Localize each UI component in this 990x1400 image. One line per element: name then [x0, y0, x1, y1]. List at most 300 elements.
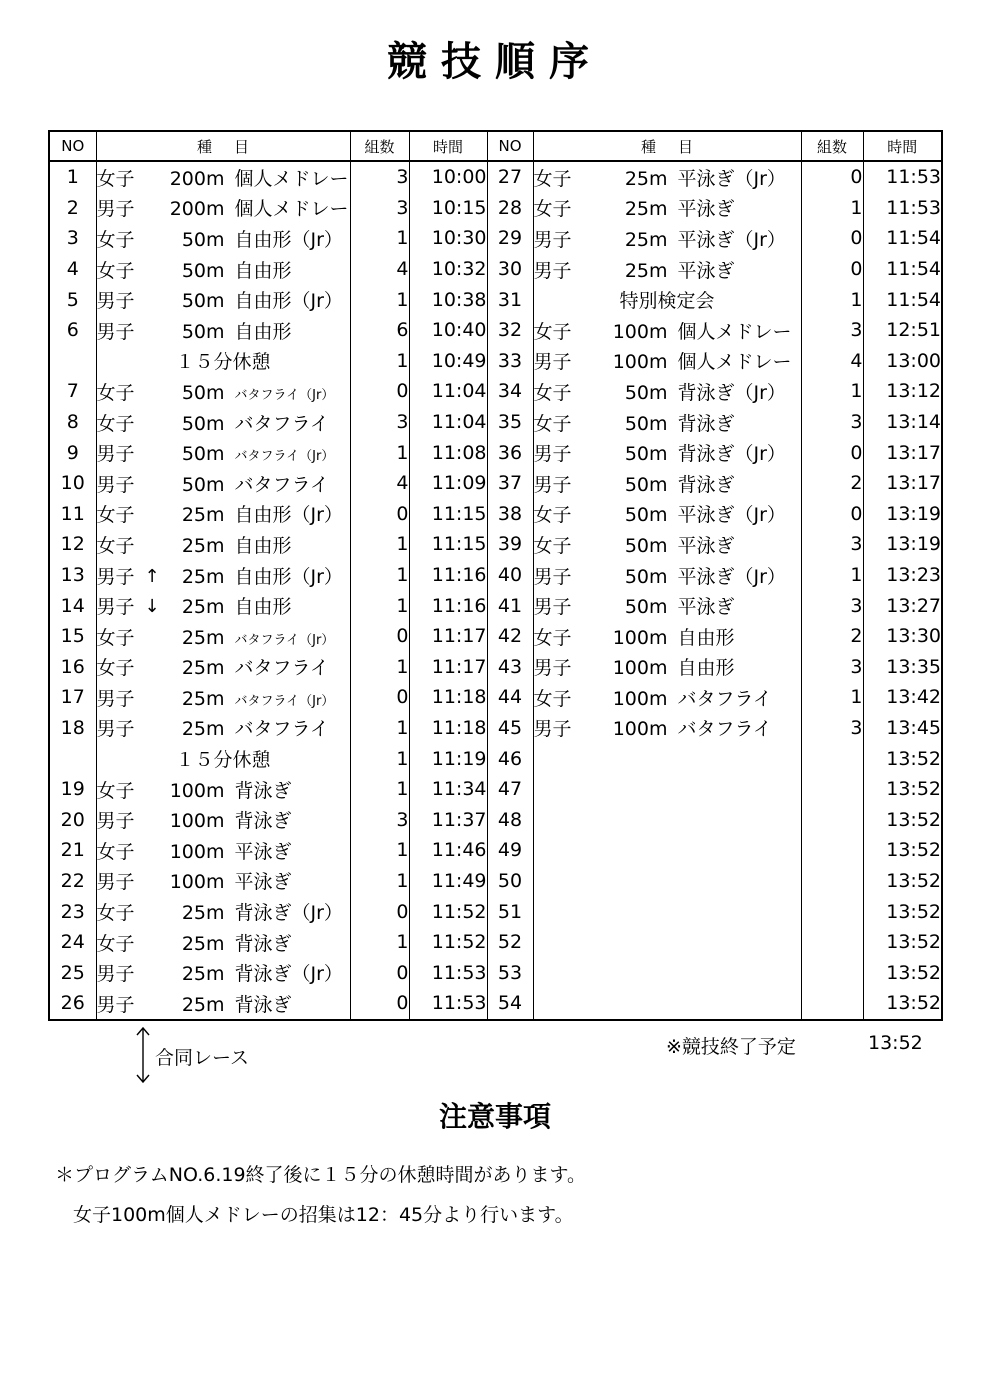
event-stroke: 背泳ぎ: [234, 932, 292, 955]
event-name: [533, 590, 801, 621]
schedule-table: [48, 130, 943, 1021]
event-name: [533, 988, 801, 1020]
event-stroke: 自由形: [234, 320, 292, 343]
start-time: 13:14: [863, 407, 942, 438]
event-gender: 女子: [96, 626, 135, 649]
event-stroke: バタフライ: [677, 718, 772, 741]
heat-count: [801, 774, 863, 805]
heat-count: 1: [801, 560, 863, 591]
event-distance: 50m: [624, 381, 668, 404]
event-name: [96, 774, 350, 805]
event-name: [533, 743, 801, 774]
event-stroke: 平泳ぎ（Jr）: [677, 228, 786, 251]
event-gender: 男子: [96, 473, 135, 496]
event-no: 28: [487, 193, 533, 224]
heat-count: 1: [350, 590, 409, 621]
event-distance: 50m: [181, 412, 225, 435]
start-time: 10:38: [409, 284, 487, 315]
event-gender: 女子: [533, 534, 572, 557]
event-no: 19: [49, 774, 96, 805]
event-distance: 25m: [181, 534, 225, 557]
event-gender: 女子: [96, 381, 135, 404]
event-stroke: 背泳ぎ: [234, 810, 292, 833]
start-time: 13:19: [863, 529, 942, 560]
table-row: [49, 866, 942, 897]
start-time: 11:52: [409, 896, 487, 927]
event-stroke: 自由形: [677, 657, 735, 680]
event-name: [96, 468, 350, 499]
event-no: 22: [49, 866, 96, 897]
event-stroke: 個人メドレー: [234, 167, 349, 190]
event-no: 54: [487, 988, 533, 1020]
event-distance: 25m: [624, 167, 668, 190]
event-gender: 女子: [96, 534, 135, 557]
event-gender: 男子: [96, 687, 135, 710]
event-stroke: バタフライ（Jr）: [234, 693, 335, 709]
start-time: 13:52: [863, 957, 942, 988]
event-distance: 25m: [624, 228, 668, 251]
event-label: 特別検定会: [619, 290, 715, 313]
start-time: 10:15: [409, 193, 487, 224]
event-stroke: 平泳ぎ: [677, 534, 735, 557]
heat-count: 0: [801, 254, 863, 285]
joint-race-label: 合同レース: [155, 1047, 250, 1069]
event-no: 6: [49, 315, 96, 346]
event-no: 11: [49, 499, 96, 530]
event-no: 4: [49, 254, 96, 285]
heat-count: 1: [350, 346, 409, 377]
event-gender: 男子: [96, 963, 135, 986]
event-no: 53: [487, 957, 533, 988]
event-stroke: バタフライ: [234, 718, 329, 741]
event-gender: 女子: [96, 167, 135, 190]
heat-count: 3: [350, 804, 409, 835]
event-no: 40: [487, 560, 533, 591]
table-row: [49, 804, 942, 835]
event-stroke: 個人メドレー: [677, 320, 792, 343]
event-name: [533, 193, 801, 224]
event-name: [533, 804, 801, 835]
start-time: 10:00: [409, 161, 487, 193]
event-stroke: 個人メドレー: [677, 351, 792, 374]
event-name: [533, 161, 801, 193]
event-no: 3: [49, 223, 96, 254]
start-time: 11:18: [409, 682, 487, 713]
event-name: [96, 529, 350, 560]
start-time: 11:53: [409, 957, 487, 988]
event-no: 25: [49, 957, 96, 988]
event-no: 41: [487, 590, 533, 621]
event-distance: 100m: [169, 840, 225, 863]
event-name: [533, 346, 801, 377]
end-time: 13:52: [868, 1032, 923, 1054]
heat-count: 0: [350, 621, 409, 652]
start-time: 13:27: [863, 590, 942, 621]
event-gender: 女子: [533, 198, 572, 221]
start-time: 11:04: [409, 376, 487, 407]
event-no: 52: [487, 927, 533, 958]
event-stroke: 自由形: [234, 596, 292, 619]
event-distance: 25m: [181, 504, 225, 527]
start-time: 13:00: [863, 346, 942, 377]
page-title: 競技順序: [387, 39, 603, 85]
event-no: 42: [487, 621, 533, 652]
event-stroke: 自由形: [234, 534, 292, 557]
event-distance: 50m: [181, 381, 225, 404]
event-gender: 女子: [533, 167, 572, 190]
heat-count: 1: [801, 376, 863, 407]
start-time: 13:52: [863, 804, 942, 835]
event-name: [533, 682, 801, 713]
table-row: [49, 407, 942, 438]
event-name: [533, 866, 801, 897]
table-row: [49, 315, 942, 346]
start-time: 11:04: [409, 407, 487, 438]
event-name: [96, 437, 350, 468]
event-gender: 女子: [533, 412, 572, 435]
event-no: 39: [487, 529, 533, 560]
event-stroke: 平泳ぎ: [234, 840, 292, 863]
table-row: [49, 468, 942, 499]
event-no: 37: [487, 468, 533, 499]
event-gender: 男子: [533, 565, 572, 588]
heat-count: 0: [350, 896, 409, 927]
event-distance: 50m: [624, 412, 668, 435]
event-distance: 25m: [181, 565, 225, 588]
event-no: 34: [487, 376, 533, 407]
start-time: 11:46: [409, 835, 487, 866]
start-time: 11:18: [409, 713, 487, 744]
table-row: [49, 835, 942, 866]
start-time: 12:51: [863, 315, 942, 346]
table-row: [49, 682, 942, 713]
event-name: [96, 957, 350, 988]
table-row: [49, 376, 942, 407]
event-no: 51: [487, 896, 533, 927]
start-time: 11:53: [863, 161, 942, 193]
start-time: 10:30: [409, 223, 487, 254]
event-name: [96, 407, 350, 438]
header-no: NO: [487, 131, 533, 161]
table-row: [49, 499, 942, 530]
event-stroke: 背泳ぎ: [677, 412, 735, 435]
start-time: 13:52: [863, 835, 942, 866]
event-name: [533, 835, 801, 866]
event-gender: 男子: [96, 198, 135, 221]
header-time: 時間: [409, 131, 487, 161]
event-distance: 100m: [612, 687, 668, 710]
event-name: [96, 621, 350, 652]
table-row: [49, 161, 942, 193]
start-time: 13:30: [863, 621, 942, 652]
event-name: [96, 896, 350, 927]
event-stroke: 自由形（Jr）: [234, 504, 343, 527]
event-gender: 女子: [96, 504, 135, 527]
event-distance: 100m: [169, 779, 225, 802]
event-name: [96, 315, 350, 346]
event-stroke: 個人メドレー: [234, 198, 349, 221]
start-time: 13:52: [863, 866, 942, 897]
event-gender: 男子: [533, 657, 572, 680]
event-distance: 100m: [169, 810, 225, 833]
event-no: 20: [49, 804, 96, 835]
heat-count: 1: [350, 437, 409, 468]
start-time: 11:54: [863, 223, 942, 254]
event-gender: 男子: [533, 351, 572, 374]
event-name: [533, 376, 801, 407]
event-gender: 女子: [533, 320, 572, 343]
heat-count: 4: [350, 254, 409, 285]
event-no: 43: [487, 652, 533, 683]
event-no: 32: [487, 315, 533, 346]
event-stroke: 背泳ぎ: [234, 993, 292, 1016]
event-no: 47: [487, 774, 533, 805]
event-name: [96, 988, 350, 1020]
event-no: 31: [487, 284, 533, 315]
event-stroke: バタフライ: [234, 412, 329, 435]
event-no: 1: [49, 161, 96, 193]
event-name: [96, 682, 350, 713]
table-row: [49, 590, 942, 621]
table-row: [49, 774, 942, 805]
table-row: [49, 743, 942, 774]
event-no: 35: [487, 407, 533, 438]
event-no: 44: [487, 682, 533, 713]
event-distance: 100m: [612, 320, 668, 343]
event-no: 27: [487, 161, 533, 193]
event-name: [533, 774, 801, 805]
event-stroke: 平泳ぎ: [234, 871, 292, 894]
event-stroke: バタフライ（Jr）: [234, 387, 335, 403]
event-stroke: 背泳ぎ（Jr）: [677, 381, 786, 404]
start-time: 11:16: [409, 560, 487, 591]
event-no: 13: [49, 560, 96, 591]
heat-count: [801, 835, 863, 866]
event-no: 24: [49, 927, 96, 958]
header-event: 種目: [96, 131, 350, 161]
event-distance: 25m: [181, 596, 225, 619]
notes-title: 注意事項: [438, 1100, 551, 1133]
heat-count: 1: [350, 284, 409, 315]
table-row: [49, 896, 942, 927]
event-distance: 50m: [624, 473, 668, 496]
heat-count: 1: [350, 560, 409, 591]
header-event: 種目: [533, 131, 801, 161]
event-no: 7: [49, 376, 96, 407]
event-distance: 25m: [181, 657, 225, 680]
start-time: 11:09: [409, 468, 487, 499]
event-gender: 女子: [533, 504, 572, 527]
heat-count: 3: [801, 529, 863, 560]
start-time: 11:49: [409, 866, 487, 897]
event-name: [96, 560, 350, 591]
event-distance: 100m: [612, 351, 668, 374]
start-time: 13:23: [863, 560, 942, 591]
event-no: 15: [49, 621, 96, 652]
event-name: [533, 621, 801, 652]
event-gender: 男子: [533, 596, 572, 619]
start-time: 11:15: [409, 499, 487, 530]
event-no: 49: [487, 835, 533, 866]
start-time: 10:32: [409, 254, 487, 285]
header-heats: 組数: [350, 131, 409, 161]
heat-count: 0: [801, 499, 863, 530]
event-name: [533, 284, 801, 315]
event-stroke: バタフライ: [234, 657, 329, 680]
heat-count: 0: [801, 161, 863, 193]
event-name: [533, 437, 801, 468]
heat-count: 1: [350, 743, 409, 774]
event-distance: 100m: [612, 657, 668, 680]
event-distance: 100m: [169, 871, 225, 894]
event-name: [533, 713, 801, 744]
start-time: 11:08: [409, 437, 487, 468]
heat-count: 3: [801, 315, 863, 346]
event-no: 18: [49, 713, 96, 744]
start-time: 11:54: [863, 254, 942, 285]
event-no: 9: [49, 437, 96, 468]
event-no: 23: [49, 896, 96, 927]
event-no: 14: [49, 590, 96, 621]
start-time: 13:17: [863, 437, 942, 468]
heat-count: 1: [350, 529, 409, 560]
start-time: 13:52: [863, 988, 942, 1020]
event-name: [96, 713, 350, 744]
heat-count: 2: [801, 468, 863, 499]
heat-count: 1: [350, 835, 409, 866]
event-gender: 男子: [533, 228, 572, 251]
event-name: [533, 315, 801, 346]
event-name: [96, 223, 350, 254]
start-time: 11:34: [409, 774, 487, 805]
heat-count: 1: [801, 284, 863, 315]
event-no: 48: [487, 804, 533, 835]
heat-count: 3: [350, 161, 409, 193]
event-distance: 200m: [169, 167, 225, 190]
event-stroke: バタフライ（Jr）: [234, 632, 335, 648]
event-name: [96, 161, 350, 193]
event-name: [96, 927, 350, 958]
heat-count: 0: [801, 223, 863, 254]
event-distance: 25m: [181, 902, 225, 925]
header-no: NO: [49, 131, 96, 161]
event-gender: 女子: [533, 626, 572, 649]
heat-count: 3: [801, 713, 863, 744]
event-no: 29: [487, 223, 533, 254]
event-stroke: 平泳ぎ: [677, 596, 735, 619]
event-stroke: バタフライ: [234, 473, 329, 496]
heat-count: [801, 896, 863, 927]
header-time: 時間: [863, 131, 942, 161]
event-gender: 女子: [533, 381, 572, 404]
event-gender: 男子: [96, 810, 135, 833]
event-stroke: 自由形（Jr）: [234, 290, 343, 313]
heat-count: 1: [350, 774, 409, 805]
event-stroke: 平泳ぎ（Jr）: [677, 167, 786, 190]
event-gender: 男子: [533, 443, 572, 466]
event-gender: 女子: [96, 259, 135, 282]
event-name: [533, 957, 801, 988]
table-row: [49, 529, 942, 560]
heat-count: 4: [801, 346, 863, 377]
heat-count: 2: [801, 621, 863, 652]
event-distance: 50m: [181, 259, 225, 282]
event-name: [533, 927, 801, 958]
event-gender: 男子: [96, 290, 135, 313]
event-gender: 男子: [533, 473, 572, 496]
start-time: 13:35: [863, 652, 942, 683]
heat-count: 3: [801, 407, 863, 438]
event-name: [96, 743, 350, 774]
table-row: [49, 223, 942, 254]
table-row: [49, 193, 942, 224]
header-heats: 組数: [801, 131, 863, 161]
start-time: 13:52: [863, 774, 942, 805]
heat-count: 3: [801, 652, 863, 683]
event-gender: 女子: [96, 779, 135, 802]
heat-count: 3: [350, 407, 409, 438]
table-row: [49, 957, 942, 988]
heat-count: 1: [350, 713, 409, 744]
event-name: [533, 560, 801, 591]
event-distance: 50m: [624, 596, 668, 619]
event-stroke: 平泳ぎ: [677, 198, 735, 221]
heat-count: 0: [350, 988, 409, 1020]
event-distance: 25m: [624, 198, 668, 221]
event-name: [533, 652, 801, 683]
heat-count: [801, 804, 863, 835]
event-stroke: 自由形: [234, 259, 292, 282]
event-stroke: 背泳ぎ（Jr）: [234, 963, 343, 986]
event-stroke: 背泳ぎ（Jr）: [677, 443, 786, 466]
event-gender: 男子: [96, 993, 135, 1016]
table-row: [49, 652, 942, 683]
event-stroke: バタフライ: [677, 687, 772, 710]
event-distance: 200m: [169, 198, 225, 221]
event-stroke: 自由形（Jr）: [234, 228, 343, 251]
heat-count: 0: [801, 437, 863, 468]
event-gender: 女子: [96, 932, 135, 955]
event-gender: 男子: [96, 718, 135, 741]
event-no: 16: [49, 652, 96, 683]
event-gender: 男子: [96, 871, 135, 894]
event-distance: 50m: [181, 228, 225, 251]
event-distance: 25m: [181, 932, 225, 955]
event-distance: 50m: [181, 443, 225, 466]
event-distance: 50m: [624, 565, 668, 588]
event-no: 38: [487, 499, 533, 530]
event-distance: 25m: [181, 963, 225, 986]
start-time: 11:19: [409, 743, 487, 774]
table-row: [49, 621, 942, 652]
heat-count: 1: [350, 223, 409, 254]
event-no: 17: [49, 682, 96, 713]
event-name: [533, 223, 801, 254]
event-distance: 25m: [624, 259, 668, 282]
event-no: 12: [49, 529, 96, 560]
start-time: 13:45: [863, 713, 942, 744]
event-name: [96, 804, 350, 835]
start-time: 11:37: [409, 804, 487, 835]
start-time: 11:53: [863, 193, 942, 224]
arrow-down-icon: ↓: [144, 596, 160, 618]
event-name: [533, 468, 801, 499]
event-distance: 50m: [624, 534, 668, 557]
event-stroke: バタフライ（Jr）: [234, 449, 335, 465]
event-no: 21: [49, 835, 96, 866]
event-no: [49, 346, 96, 377]
event-name: [96, 193, 350, 224]
